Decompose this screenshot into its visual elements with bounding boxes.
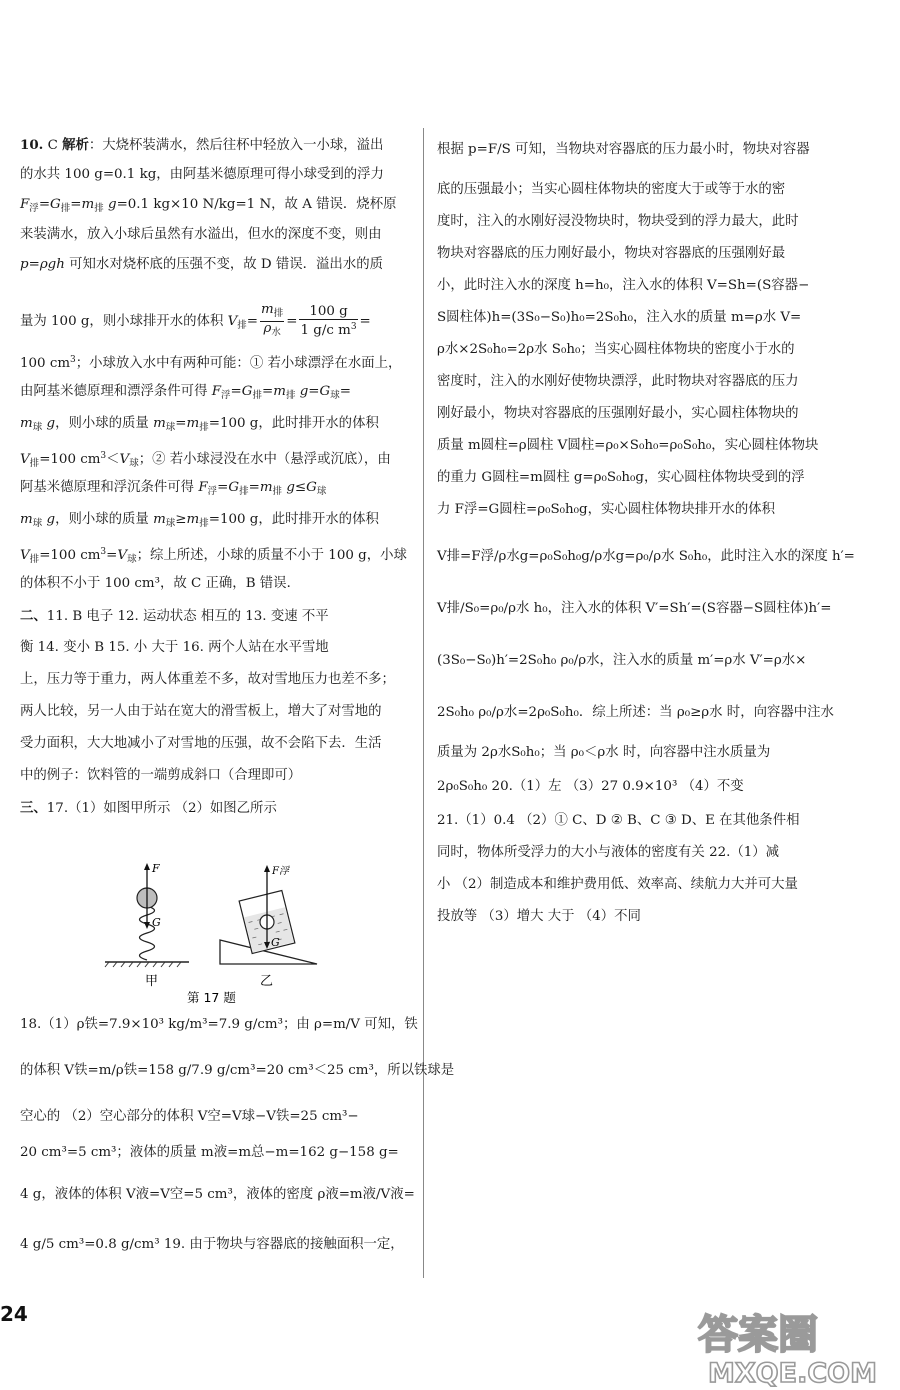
- right-line-12: 力 F浮=G圆柱=ρ₀S₀h₀g，实心圆柱体物块排开水的体积: [437, 502, 776, 517]
- q10-label: 解析: [62, 137, 89, 153]
- q10-text-9: ，则小球的质量: [55, 416, 149, 431]
- q10-line-10: $V_排=100$ $cm^3<V_球$；② 若小球浸没在水中（悬浮或沉底），由: [20, 451, 391, 469]
- q10-text-12b: =100 g，此时排开水的体积: [208, 512, 379, 527]
- q10-line-3: $F_浮=G_排=m_排$ g=0.1 kg×10 N/kg=1 N，故 A 错误．烧杯原: [20, 197, 397, 214]
- figure-caption: 第 17 题: [187, 990, 236, 1005]
- q10-line-5: p=ρgh 可知水对烧杯底的压强不变，故 D 错误．溢出水的质: [20, 257, 383, 272]
- label-g: G: [152, 916, 161, 929]
- q18-line-3: 空心的 （2）空心部分的体积 V空=V球−V铁=25 cm³−: [20, 1109, 359, 1124]
- q10-text-7: ；小球放入水中有两种可能：① 若小球漂浮在水面上，: [75, 356, 402, 371]
- watermark-text-2: MXQE.COM: [708, 1358, 877, 1387]
- q18-line-1: 18.（1）ρ铁=7.9×10³ kg/m³=7.9 g/cm³；由 ρ=m/V 可知，铁: [20, 1017, 418, 1032]
- q10-text-11: 阿基米德原理和浮沉条件可得: [20, 480, 195, 495]
- sec2-line-1: [20, 606, 329, 627]
- right-line-16: 2S₀h₀ ρ₀/ρ水=2ρ₀S₀h₀．综上所述：当 ρ₀≥ρ水 时，向容器中注水: [437, 705, 834, 720]
- q18-line-6: 4 g/5 cm³=0.8 g/cm³ 19. 由于物块与容器底的接触面积一定，: [20, 1237, 404, 1252]
- sec2-line-5: 受力面积，大大地减小了对雪地的压强，故不会陷下去．生活: [20, 736, 382, 751]
- right-line-3: 度时，注入的水刚好浸没物块时，物块受到的浮力最大，此时: [437, 214, 799, 229]
- label-yi: 乙: [260, 974, 274, 989]
- q10-text-5: 可知水对烧杯底的压强不变，故 D 错误．溢出水的质: [69, 257, 383, 272]
- page-number: 24: [0, 1302, 28, 1326]
- q10-line-13: $V_排=100$ $cm^3=V_球$；综上所述，小球的质量不小于 100 g，小球: [20, 547, 407, 565]
- q10-line-7: 100 $cm^3$；小球放入水中有两种可能：① 若小球漂浮在水面上，: [20, 355, 402, 371]
- q10-text-9b: =100 g，此时排开水的体积: [208, 416, 379, 431]
- q10-text-8: 由阿基米德原理和漂浮条件可得: [20, 384, 208, 399]
- right-line-20: 同时，物体所受浮力的大小与液体的密度有关 22.（1）减: [437, 845, 780, 860]
- q10-text-6: 量为 100 g，则小球排开水的体积: [20, 314, 224, 329]
- section-2-header: 二、: [20, 608, 47, 624]
- watermark-text-1: 答案圈: [698, 1312, 818, 1358]
- sec2-text-1: 11. B 电子 12. 运动状态 相互的 13. 变速 不平: [46, 609, 329, 624]
- q18-line-4: 20 cm³=5 cm³；液体的质量 m液=m总−m=162 g−158 g=: [20, 1145, 399, 1160]
- q10-line-1: [20, 135, 383, 156]
- q10-text-3: =0.1 kg×10 N/kg=1 N，故 A 错误．烧杯原: [116, 197, 397, 212]
- section-3-header: 三、: [20, 800, 47, 816]
- q10-line-11: 阿基米德原理和浮沉条件可得 $F_浮=G_排=m_排$ $g\le G_球$: [20, 480, 327, 497]
- right-line-18: 2ρ₀S₀h₀ 20.（1）左 （3）27 0.9×10³ （4）不变: [437, 779, 744, 794]
- q10-line-2: 的水共 100 g=0.1 kg，由阿基米德原理可得小球受到的浮力: [20, 167, 384, 182]
- watermark-logo: [690, 1302, 895, 1387]
- q10-line-9: $m_球$ g，则小球的质量 $m_球=m_排=100$ g，此时排开水的体积: [20, 416, 379, 433]
- label-f: F: [152, 862, 160, 875]
- label-g2: G: [271, 936, 280, 949]
- label-f-float: F浮: [272, 866, 289, 877]
- sec2-line-3: 上，压力等于重力，两人体重差不多，故对雪地压力也差不多；: [20, 672, 395, 687]
- right-line-2: 底的压强最小；当实心圆柱体物块的密度大于或等于水的密: [437, 182, 786, 197]
- arrow-head-g: [144, 922, 150, 929]
- sec3-line-1: [20, 798, 277, 819]
- right-line-1: 根据 p=F/S 可知，当物块对容器底的压力最小时，物块对容器: [437, 142, 810, 157]
- right-line-14: V排/S₀=ρ₀/ρ水 h₀，注入水的体积 V′=Sh′=(S容器−S圆柱体)h′=: [437, 601, 832, 616]
- q10-answer: C: [47, 138, 58, 153]
- right-line-15: (3S₀−S₀)h′=2S₀h₀ ρ₀/ρ水，注入水的质量 m′=ρ水 V′=ρ水×: [437, 653, 807, 668]
- right-line-7: ρ水×2S₀h₀=2ρ水 S₀h₀；当实心圆柱体物块的密度小于水的: [437, 342, 795, 357]
- arrow-head-f: [144, 863, 150, 870]
- right-line-4: 物块对容器底的压力刚好最小，物块对容器底的压强刚好最: [437, 246, 786, 261]
- q10-line-14: 的体积不小于 100 cm³，故 C 正确，B 错误．: [20, 576, 300, 591]
- right-line-13: V排=F浮/ρ水g=ρ₀S₀h₀g/ρ水g=ρ₀/ρ水 S₀h₀，此时注入水的深度 h′=: [437, 549, 855, 564]
- right-line-8: 密度时，注入的水刚好使物块漂浮，此时物块对容器底的压力: [437, 374, 799, 389]
- q10-text-10: ；② 若小球浸没在水中（悬浮或沉底），由: [138, 452, 391, 467]
- right-line-5: 小，此时注入水的深度 h=h₀，注入水的体积 V=Sh=(S容器−: [437, 278, 810, 293]
- right-line-11: 的重力 G圆柱=m圆柱 g=ρ₀S₀h₀g，实心圆柱体物块受到的浮: [437, 470, 805, 485]
- q10-line-6: 量为 100 g，则小球排开水的体积 $V_排=$ $\frac{m_排}{\rho_水}$ = $\frac{100 g}{1 g/c m^3}$ =: [20, 302, 371, 338]
- q10-number: 10.: [20, 137, 44, 153]
- arrow-head-f-float: [264, 865, 270, 872]
- q10-text-13: ；综上所述，小球的质量不小于 100 g，小球: [136, 548, 407, 563]
- right-line-10: 质量 m圆柱=ρ圆柱 V圆柱=ρ₀×S₀h₀=ρ₀S₀h₀，实心圆柱体物块: [437, 438, 819, 453]
- column-divider: [423, 128, 424, 1278]
- right-line-6: S圆柱体)h=(3S₀−S₀)h₀=2S₀h₀，注入水的质量 m=ρ水 V=: [437, 310, 802, 325]
- q10-text-12: ，则小球的质量: [55, 512, 149, 527]
- sec3-text-1: 17.（1）如图甲所示 （2）如图乙所示: [46, 801, 277, 816]
- q18-line-2: 的体积 V铁=m/ρ铁=158 g/7.9 g/cm³=20 cm³＜25 cm³，所以铁球是: [20, 1063, 455, 1078]
- sec2-line-4: 两人比较，另一人由于站在宽大的滑雪板上，增大了对雪地的: [20, 704, 382, 719]
- q10-line-4: 来装满水，放入小球后虽然有水溢出，但水的深度不变，则由: [20, 227, 382, 242]
- label-jia: 甲: [145, 974, 159, 989]
- right-line-22: 投放等 （3）增大 大于 （4）不同: [437, 909, 641, 924]
- q10-text-1: ：大烧杯装满水，然后往杯中轻放入一小球，溢出: [88, 138, 384, 153]
- right-line-9: 刚好最小，物块对容器底的压强刚好最小，实心圆柱体物块的: [437, 406, 799, 421]
- sec2-line-2: 衡 14. 变小 B 15. 小 大于 16. 两个人站在水平雪地: [20, 640, 329, 655]
- q10-line-12: $m_球$ g，则小球的质量 $m_球\ge m_排=100$ g，此时排开水的体积: [20, 512, 379, 529]
- q18-line-5: 4 g，液体的体积 V液=V空=5 cm³，液体的密度 ρ液=m液/V液=: [20, 1187, 415, 1202]
- figure-17: [95, 860, 335, 1005]
- sec2-line-6: 中的例子：饮料管的一端剪成斜口（合理即可）: [20, 768, 302, 783]
- right-line-21: 小 （2）制造成本和维护费用低、效率高、续航力大并可大量: [437, 877, 798, 892]
- right-line-19: 21.（1）0.4 （2）① C、D ② B、C ③ D、E 在其他条件相: [437, 813, 800, 828]
- right-line-17: 质量为 2ρ水S₀h₀；当 ρ₀＜ρ水 时，向容器中注水质量为: [437, 745, 771, 760]
- q10-line-8: 由阿基米德原理和漂浮条件可得 $F_浮=G_排=m_排$ $g=G_球=$: [20, 384, 351, 401]
